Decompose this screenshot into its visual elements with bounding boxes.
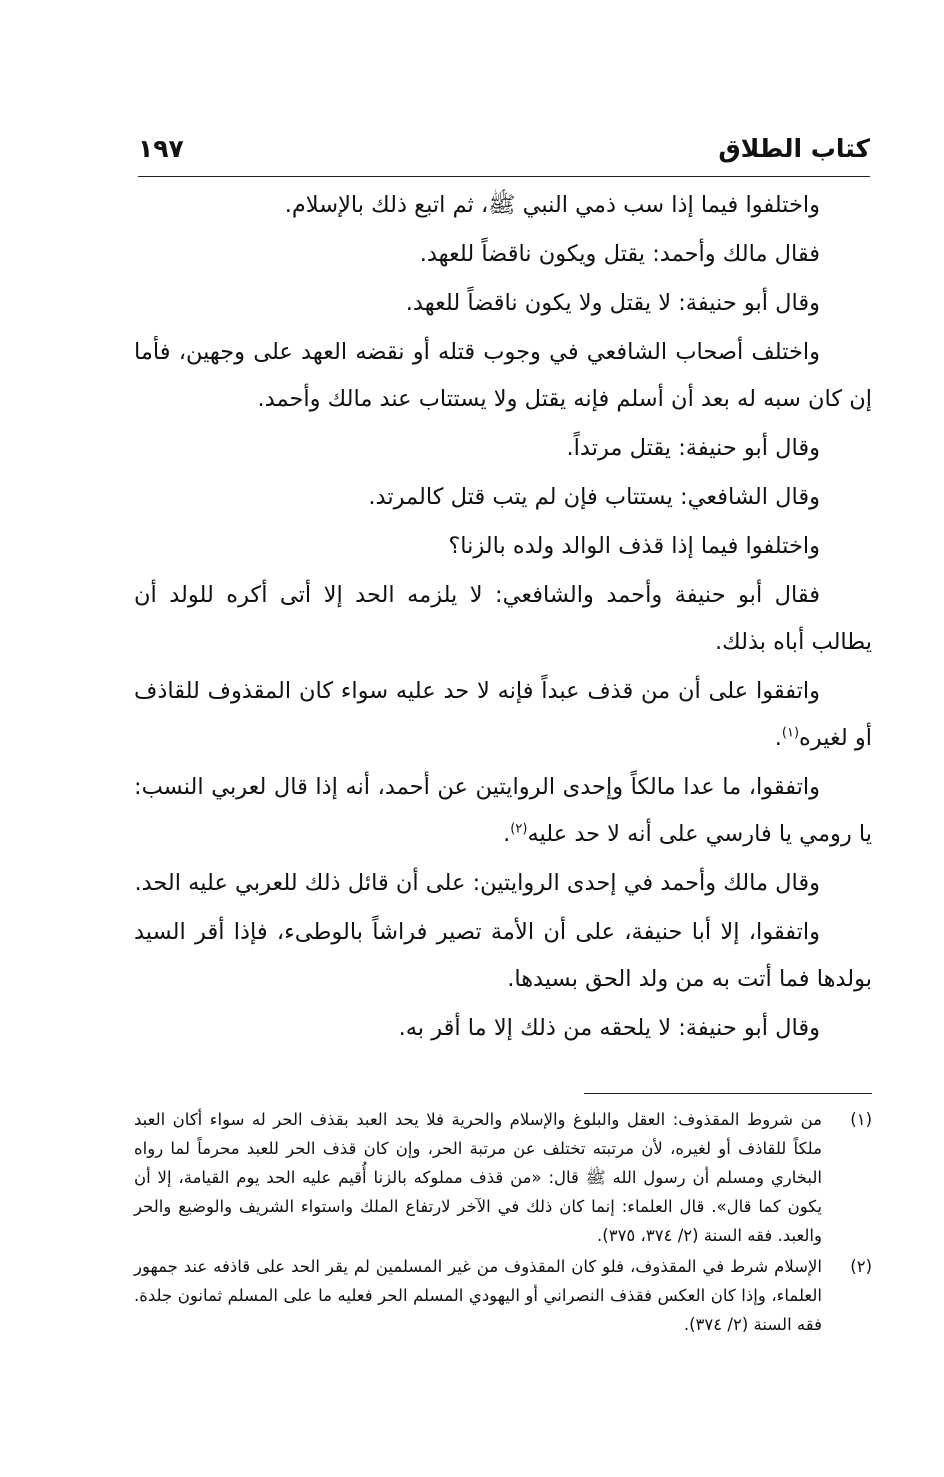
paragraph: واختلف أصحاب الشافعي في وجوب قتله أو نقضه العهد على وجهين، فأما إن كان سبه له بعد أن أسلم فإنه يقتل ولا يستتاب عند مالك وأحمد. [134,339,872,412]
footnote-number: (٢) [850,1257,872,1276]
footnote-text: الإسلام شرط في المقذوف، فلو كان المقذوف من غير المسلمين لم يقر الحد على قاذفه عند جمهور العلماء، وإذا كان العكس فقذف النصراني أو اليهودي المسلم الحر فعليه ما على المسلم ثمانون جلدة. فقه السنة (٢/ ٣٧٤). [134,1257,822,1334]
footnote-number: (١) [850,1110,872,1129]
main-text [134,182,872,1054]
paragraph: واتفقوا، ما عدا مالكاً وإحدى الروايتين عن أحمد، أنه إذا قال لعربي النسب: يا رومي يا فارسي على أنه لا حد عليه$^{(٢)}$. [134,774,872,847]
footnote-text: من شروط المقذوف: العقل والبلوغ والإسلام والحرية فلا يحد العبد بقذف الحر له سواء أكان العبد ملكاً للقاذف أو لغيره، لأن مرتبته تختلف عن مرتبة الحر، وإن كان قذف الحر للعبد محرماً لما رواه البخاري ومسلم أن رسول الله ﷺ قال: «من قذف مملوكه بالزنا أُقيم عليه الحد يوم القيامة، إلا أن يكون كما قال». قال العلماء: إنما كان ذلك في الآخر لارتفاع الملك واستواء الشريف والوضيع والحر والعبد. فقه السنة (٢/ ٣٧٤، ٣٧٥). [134,1110,822,1245]
paragraph: فقال مالك وأحمد: يقتل ويكون ناقضاً للعهد. [419,241,820,267]
paragraph: وقال أبو حنيفة: لا يلحقه من ذلك إلا ما أقر به. [398,1015,820,1041]
page-number: ١٩٧ [138,134,184,163]
footnotes [134,1105,872,1341]
running-header [138,128,870,177]
paragraph: وقال أبو حنيفة: لا يقتل ولا يكون ناقضاً للعهد. [405,290,820,316]
paragraph: واتفقوا على أن من قذف عبداً فإنه لا حد عليه سواء كان المقذوف للقاذف أو لغيره$^{(١)}$. [134,678,872,751]
paragraph: واتفقوا، إلا أبا حنيفة، على أن الأمة تصير فراشاً بالوطىء، فإذا أقر السيد بولدها فما أتت به من ولد الحق بسيدها. [134,919,872,992]
paragraph: وقال مالك وأحمد في إحدى الروايتين: على أن قائل ذلك للعربي عليه الحد. [134,870,820,896]
footnote-ref: (٢) [510,821,528,837]
chapter-title: كتاب الطلاق [718,134,870,163]
paragraph: وقال أبو حنيفة: يقتل مرتداً. [566,435,820,461]
footnote [134,1105,872,1250]
footnote [134,1252,872,1339]
paragraph: واختلفوا فيما إذا قذف الوالد ولده بالزنا؟ [448,533,820,559]
paragraph: فقال أبو حنيفة وأحمد والشافعي: لا يلزمه الحد إلا أتى أكره للولد أن يطالب أباه بذلك. [134,582,872,655]
paragraph: واختلفوا فيما إذا سب ذمي النبي ﷺ، ثم اتبع ذلك بالإسلام. [284,192,820,218]
paragraph: وقال الشافعي: يستتاب فإن لم يتب قتل كالمرتد. [368,484,820,510]
footnote-divider [584,1093,872,1094]
footnote-ref: (١) [781,725,800,741]
